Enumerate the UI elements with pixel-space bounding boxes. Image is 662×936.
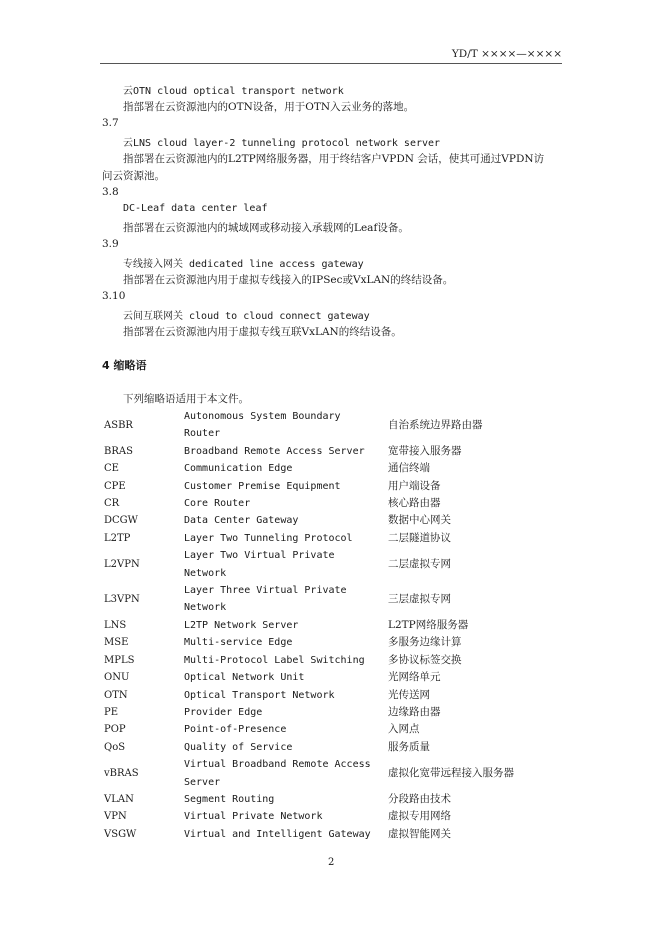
abbreviation-cell: L3VPN bbox=[104, 593, 140, 605]
english-term-cell bbox=[184, 687, 388, 704]
table-row bbox=[104, 739, 514, 756]
english-term-cell bbox=[184, 408, 388, 443]
english-term-cell bbox=[184, 512, 388, 529]
table-row bbox=[104, 808, 514, 825]
english-term-line: Optical Network Unit bbox=[184, 672, 305, 684]
english-term-cell bbox=[184, 826, 388, 843]
english-term-line: Server bbox=[184, 776, 221, 788]
table-row bbox=[104, 634, 514, 651]
abbreviation-cell: CPE bbox=[104, 480, 126, 492]
abbreviation-cell: LNS bbox=[104, 619, 127, 631]
chinese-term-cell: 多协议标签交换 bbox=[388, 653, 462, 666]
abbreviation-cell: VSGW bbox=[104, 828, 137, 840]
abbreviation-cell: L2VPN bbox=[104, 558, 140, 570]
chinese-term-cell: 通信终端 bbox=[388, 462, 430, 475]
chinese-term-cell: 二层隧道协议 bbox=[388, 531, 451, 544]
table-row bbox=[104, 408, 514, 443]
term-definition: 指部署在云资源池内的OTN设备，用于OTN入云业务的落地。 bbox=[123, 101, 415, 113]
term-number: 3.8 bbox=[102, 186, 119, 198]
term-title: 云LNS cloud layer-2 tunneling protocol network server bbox=[123, 138, 441, 149]
chinese-term-cell: 宽带接入服务器 bbox=[388, 444, 462, 457]
chinese-term-cell: 三层虚拟专网 bbox=[388, 592, 451, 605]
table-row bbox=[104, 495, 514, 512]
abbreviation-cell: VPN bbox=[104, 811, 127, 823]
english-term-line: L2TP Network Server bbox=[184, 619, 299, 631]
abbreviation-cell: OTN bbox=[104, 689, 128, 701]
table-row bbox=[104, 547, 514, 582]
abbreviation-cell: L2TP bbox=[104, 532, 131, 544]
table-row bbox=[104, 687, 514, 704]
abbreviation-table bbox=[104, 408, 514, 843]
abbreviation-cell: vBRAS bbox=[104, 767, 139, 779]
chinese-term-cell: 分段路由技术 bbox=[388, 792, 451, 805]
term-definition: 指部署在云资源池内的L2TP网络服务器，用于终结客户VPDN 会话，使其可通过VPDN访 bbox=[123, 153, 545, 165]
english-term-line: Virtual Broadband Remote Access bbox=[184, 759, 371, 771]
term-definition: 指部署在云资源池内用于虚拟专线互联VxLAN的终结设备。 bbox=[123, 326, 402, 338]
english-term-cell bbox=[184, 739, 388, 756]
term-title: 云OTN cloud optical transport network bbox=[123, 86, 344, 97]
table-row bbox=[104, 530, 514, 547]
table-row bbox=[104, 582, 514, 617]
english-term-cell bbox=[184, 652, 388, 669]
table-row bbox=[104, 791, 514, 808]
abbreviation-cell: PE bbox=[104, 706, 119, 718]
section-heading: 4 缩略语 bbox=[102, 359, 147, 372]
chinese-term-cell: 服务质量 bbox=[388, 740, 430, 753]
table-row bbox=[104, 443, 514, 460]
english-term-line: Quality of Service bbox=[184, 741, 293, 753]
term-definition: 指部署在云资源池内用于虚拟专线接入的IPSec或VxLAN的终结设备。 bbox=[123, 274, 454, 286]
page-number: 2 bbox=[328, 857, 335, 868]
abbreviation-cell: CR bbox=[104, 498, 120, 510]
term-number: 3.7 bbox=[102, 117, 119, 129]
english-term-cell bbox=[184, 721, 388, 738]
abbreviation-cell: MPLS bbox=[104, 654, 135, 666]
english-term-cell bbox=[184, 530, 388, 547]
term-number: 3.9 bbox=[102, 238, 119, 250]
chinese-term-cell: 虚拟智能网关 bbox=[388, 827, 451, 840]
chinese-term-cell: 自治系统边界路由器 bbox=[388, 418, 483, 431]
abbreviation-cell: POP bbox=[104, 724, 126, 736]
abbreviation-cell: BRAS bbox=[104, 445, 133, 457]
chinese-term-cell: 边缘路由器 bbox=[388, 705, 441, 718]
english-term-cell bbox=[184, 478, 388, 495]
table-row bbox=[104, 721, 514, 738]
english-term-cell bbox=[184, 582, 388, 617]
chinese-term-cell: L2TP网络服务器 bbox=[388, 618, 469, 631]
english-term-line: Multi-service Edge bbox=[184, 637, 293, 649]
english-term-line: Layer Two Virtual Private bbox=[184, 550, 335, 562]
english-term-line: Layer Two Tunneling Protocol bbox=[184, 532, 353, 544]
table-row bbox=[104, 756, 514, 791]
abbreviation-cell: QoS bbox=[104, 741, 126, 753]
table-row bbox=[104, 460, 514, 477]
english-term-cell bbox=[184, 547, 388, 582]
table-row bbox=[104, 512, 514, 529]
english-term-line: Router bbox=[184, 428, 221, 440]
english-term-cell bbox=[184, 443, 388, 460]
term-title: 专线接入网关 dedicated line access gateway bbox=[123, 259, 364, 270]
chinese-term-cell: 多服务边缘计算 bbox=[388, 636, 462, 649]
term-number: 3.10 bbox=[102, 290, 126, 302]
abbreviation-cell: VLAN bbox=[104, 793, 134, 805]
document-id-header: YD/T ××××—×××× bbox=[451, 48, 562, 60]
abbreviation-cell: MSE bbox=[104, 637, 129, 649]
abbreviation-cell: DCGW bbox=[104, 515, 138, 527]
term-title: 云间互联网关 cloud to cloud connect gateway bbox=[123, 311, 370, 322]
table-row bbox=[104, 669, 514, 686]
english-term-cell bbox=[184, 617, 388, 634]
english-term-line: Data Center Gateway bbox=[184, 515, 299, 527]
chinese-term-cell: 用户端设备 bbox=[388, 479, 441, 492]
english-term-line: Virtual Private Network bbox=[184, 811, 323, 823]
chinese-term-cell: 虚拟化宽带远程接入服务器 bbox=[388, 766, 514, 779]
chinese-term-cell: 虚拟专用网络 bbox=[388, 810, 451, 823]
header-rule bbox=[100, 63, 562, 64]
table-row bbox=[104, 478, 514, 495]
table-row bbox=[104, 826, 514, 843]
abbreviation-cell: ASBR bbox=[104, 419, 133, 431]
english-term-cell bbox=[184, 704, 388, 721]
english-term-line: Autonomous System Boundary bbox=[184, 411, 341, 422]
chinese-term-cell: 二层虚拟专网 bbox=[388, 557, 451, 570]
term-title: DC-Leaf data center leaf bbox=[123, 203, 268, 214]
english-term-cell bbox=[184, 669, 388, 686]
english-term-cell bbox=[184, 634, 388, 651]
chinese-term-cell: 入网点 bbox=[388, 723, 420, 736]
english-term-line: Core Router bbox=[184, 498, 251, 510]
english-term-line: Broadband Remote Access Server bbox=[184, 445, 365, 457]
term-definition-continued: 问云资源池。 bbox=[102, 170, 165, 182]
chinese-term-cell: 核心路由器 bbox=[388, 497, 441, 510]
abbreviation-cell: CE bbox=[104, 463, 119, 475]
english-term-line: Segment Routing bbox=[184, 793, 275, 805]
english-term-line: Provider Edge bbox=[184, 706, 263, 718]
abbreviation-cell: ONU bbox=[104, 672, 130, 684]
table-row bbox=[104, 617, 514, 634]
english-term-cell bbox=[184, 808, 388, 825]
section-intro: 下列缩略语适用于本文件。 bbox=[123, 393, 249, 405]
english-term-line: Multi-Protocol Label Switching bbox=[184, 654, 365, 666]
table-row bbox=[104, 704, 514, 721]
english-term-cell bbox=[184, 791, 388, 808]
english-term-line: Communication Edge bbox=[184, 463, 293, 475]
english-term-cell bbox=[184, 756, 388, 791]
english-term-line: Layer Three Virtual Private bbox=[184, 585, 347, 597]
term-definition: 指部署在云资源池内的城域网或移动接入承载网的Leaf设备。 bbox=[123, 222, 409, 234]
english-term-line: Network bbox=[184, 567, 227, 579]
english-term-cell bbox=[184, 495, 388, 512]
english-term-line: Virtual and Intelligent Gateway bbox=[184, 828, 371, 840]
chinese-term-cell: 数据中心网关 bbox=[388, 514, 451, 527]
english-term-line: Network bbox=[184, 602, 227, 614]
english-term-line: Optical Transport Network bbox=[184, 689, 335, 701]
english-term-line: Point-of-Presence bbox=[184, 724, 287, 736]
chinese-term-cell: 光传送网 bbox=[388, 688, 430, 701]
english-term-cell bbox=[184, 460, 388, 477]
table-row bbox=[104, 652, 514, 669]
chinese-term-cell: 光网络单元 bbox=[388, 671, 441, 684]
english-term-line: Customer Premise Equipment bbox=[184, 480, 341, 492]
